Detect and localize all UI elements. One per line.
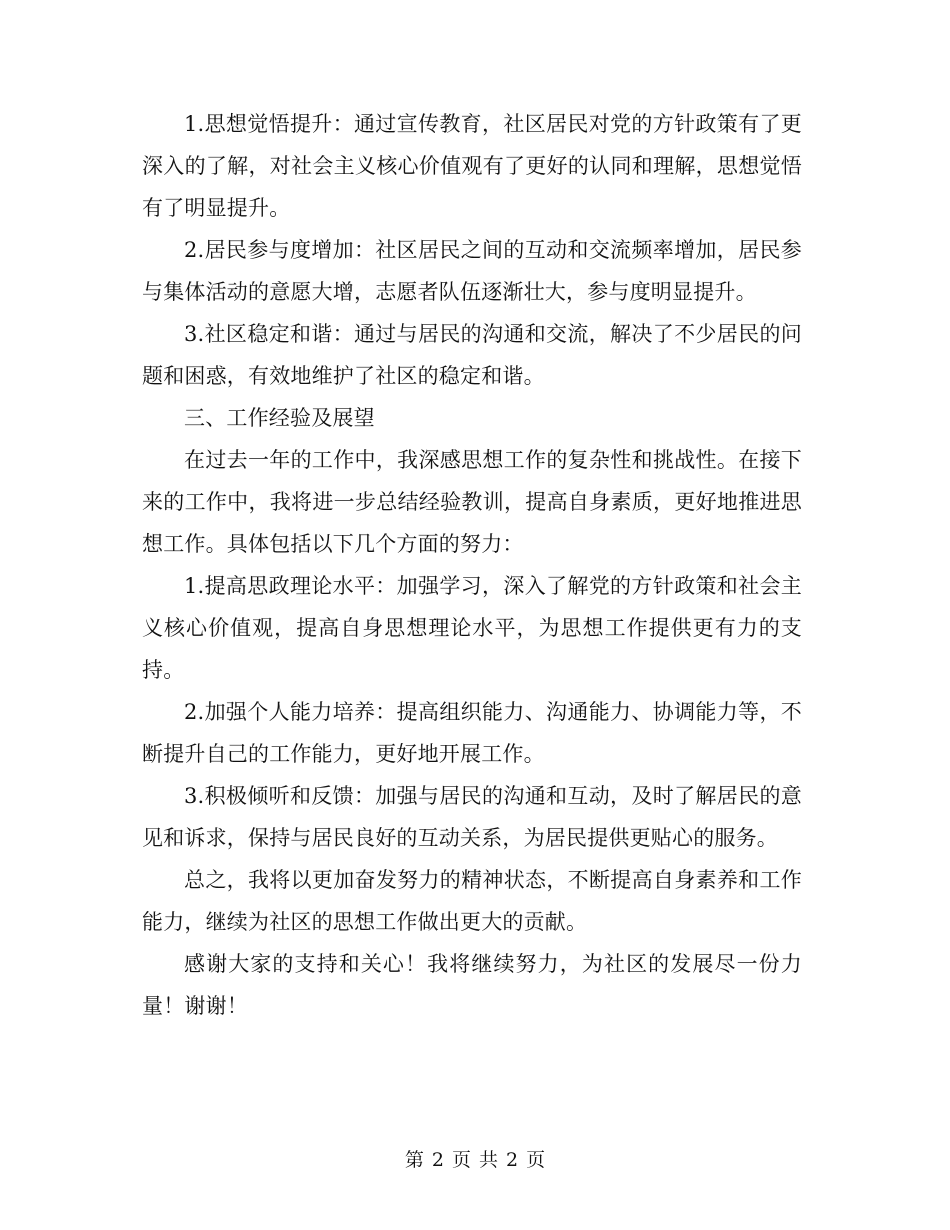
paragraph-result-3: 3.社区稳定和谐：通过与居民的沟通和交流，解决了不少居民的问题和困惑，有效地维护了社区的稳定和谐。 <box>142 322 802 388</box>
paragraph-intro: 在过去一年的工作中，我深感思想工作的复杂性和挑战性。在接下来的工作中，我将进一步总结经验教训，提高自身素质，更好地推进思想工作。具体包括以下几个方面的努力： <box>142 448 802 556</box>
paragraph-plan-2: 2.加强个人能力培养：提高组织能力、沟通能力、协调能力等，不断提升自己的工作能力，更好地开展工作。 <box>142 700 802 766</box>
paragraph-result-1: 1.思想觉悟提升：通过宣传教育，社区居民对党的方针政策有了更深入的了解，对社会主义核心价值观有了更好的认同和理解，思想觉悟有了明显提升。 <box>142 112 802 220</box>
paragraph-plan-3: 3.积极倾听和反馈：加强与居民的沟通和互动，及时了解居民的意见和诉求，保持与居民良好的互动关系，为居民提供更贴心的服务。 <box>142 784 802 850</box>
document-body <box>142 103 802 1027</box>
page-number-footer: 第 2 页 共 2 页 <box>404 1149 546 1171</box>
paragraph-thanks: 感谢大家的支持和关心！我将继续努力，为社区的发展尽一份力量！谢谢！ <box>142 952 802 1018</box>
paragraph-result-2: 2.居民参与度增加：社区居民之间的互动和交流频率增加，居民参与集体活动的意愿大增，志愿者队伍逐渐壮大，参与度明显提升。 <box>142 238 802 304</box>
paragraph-summary: 总之，我将以更加奋发努力的精神状态，不断提高自身素养和工作能力，继续为社区的思想工作做出更大的贡献。 <box>142 868 802 934</box>
paragraph-plan-1: 1.提高思政理论水平：加强学习，深入了解党的方针政策和社会主义核心价值观，提高自身思想理论水平，为思想工作提供更有力的支持。 <box>142 574 802 682</box>
section-heading: 三、工作经验及展望 <box>184 406 375 430</box>
